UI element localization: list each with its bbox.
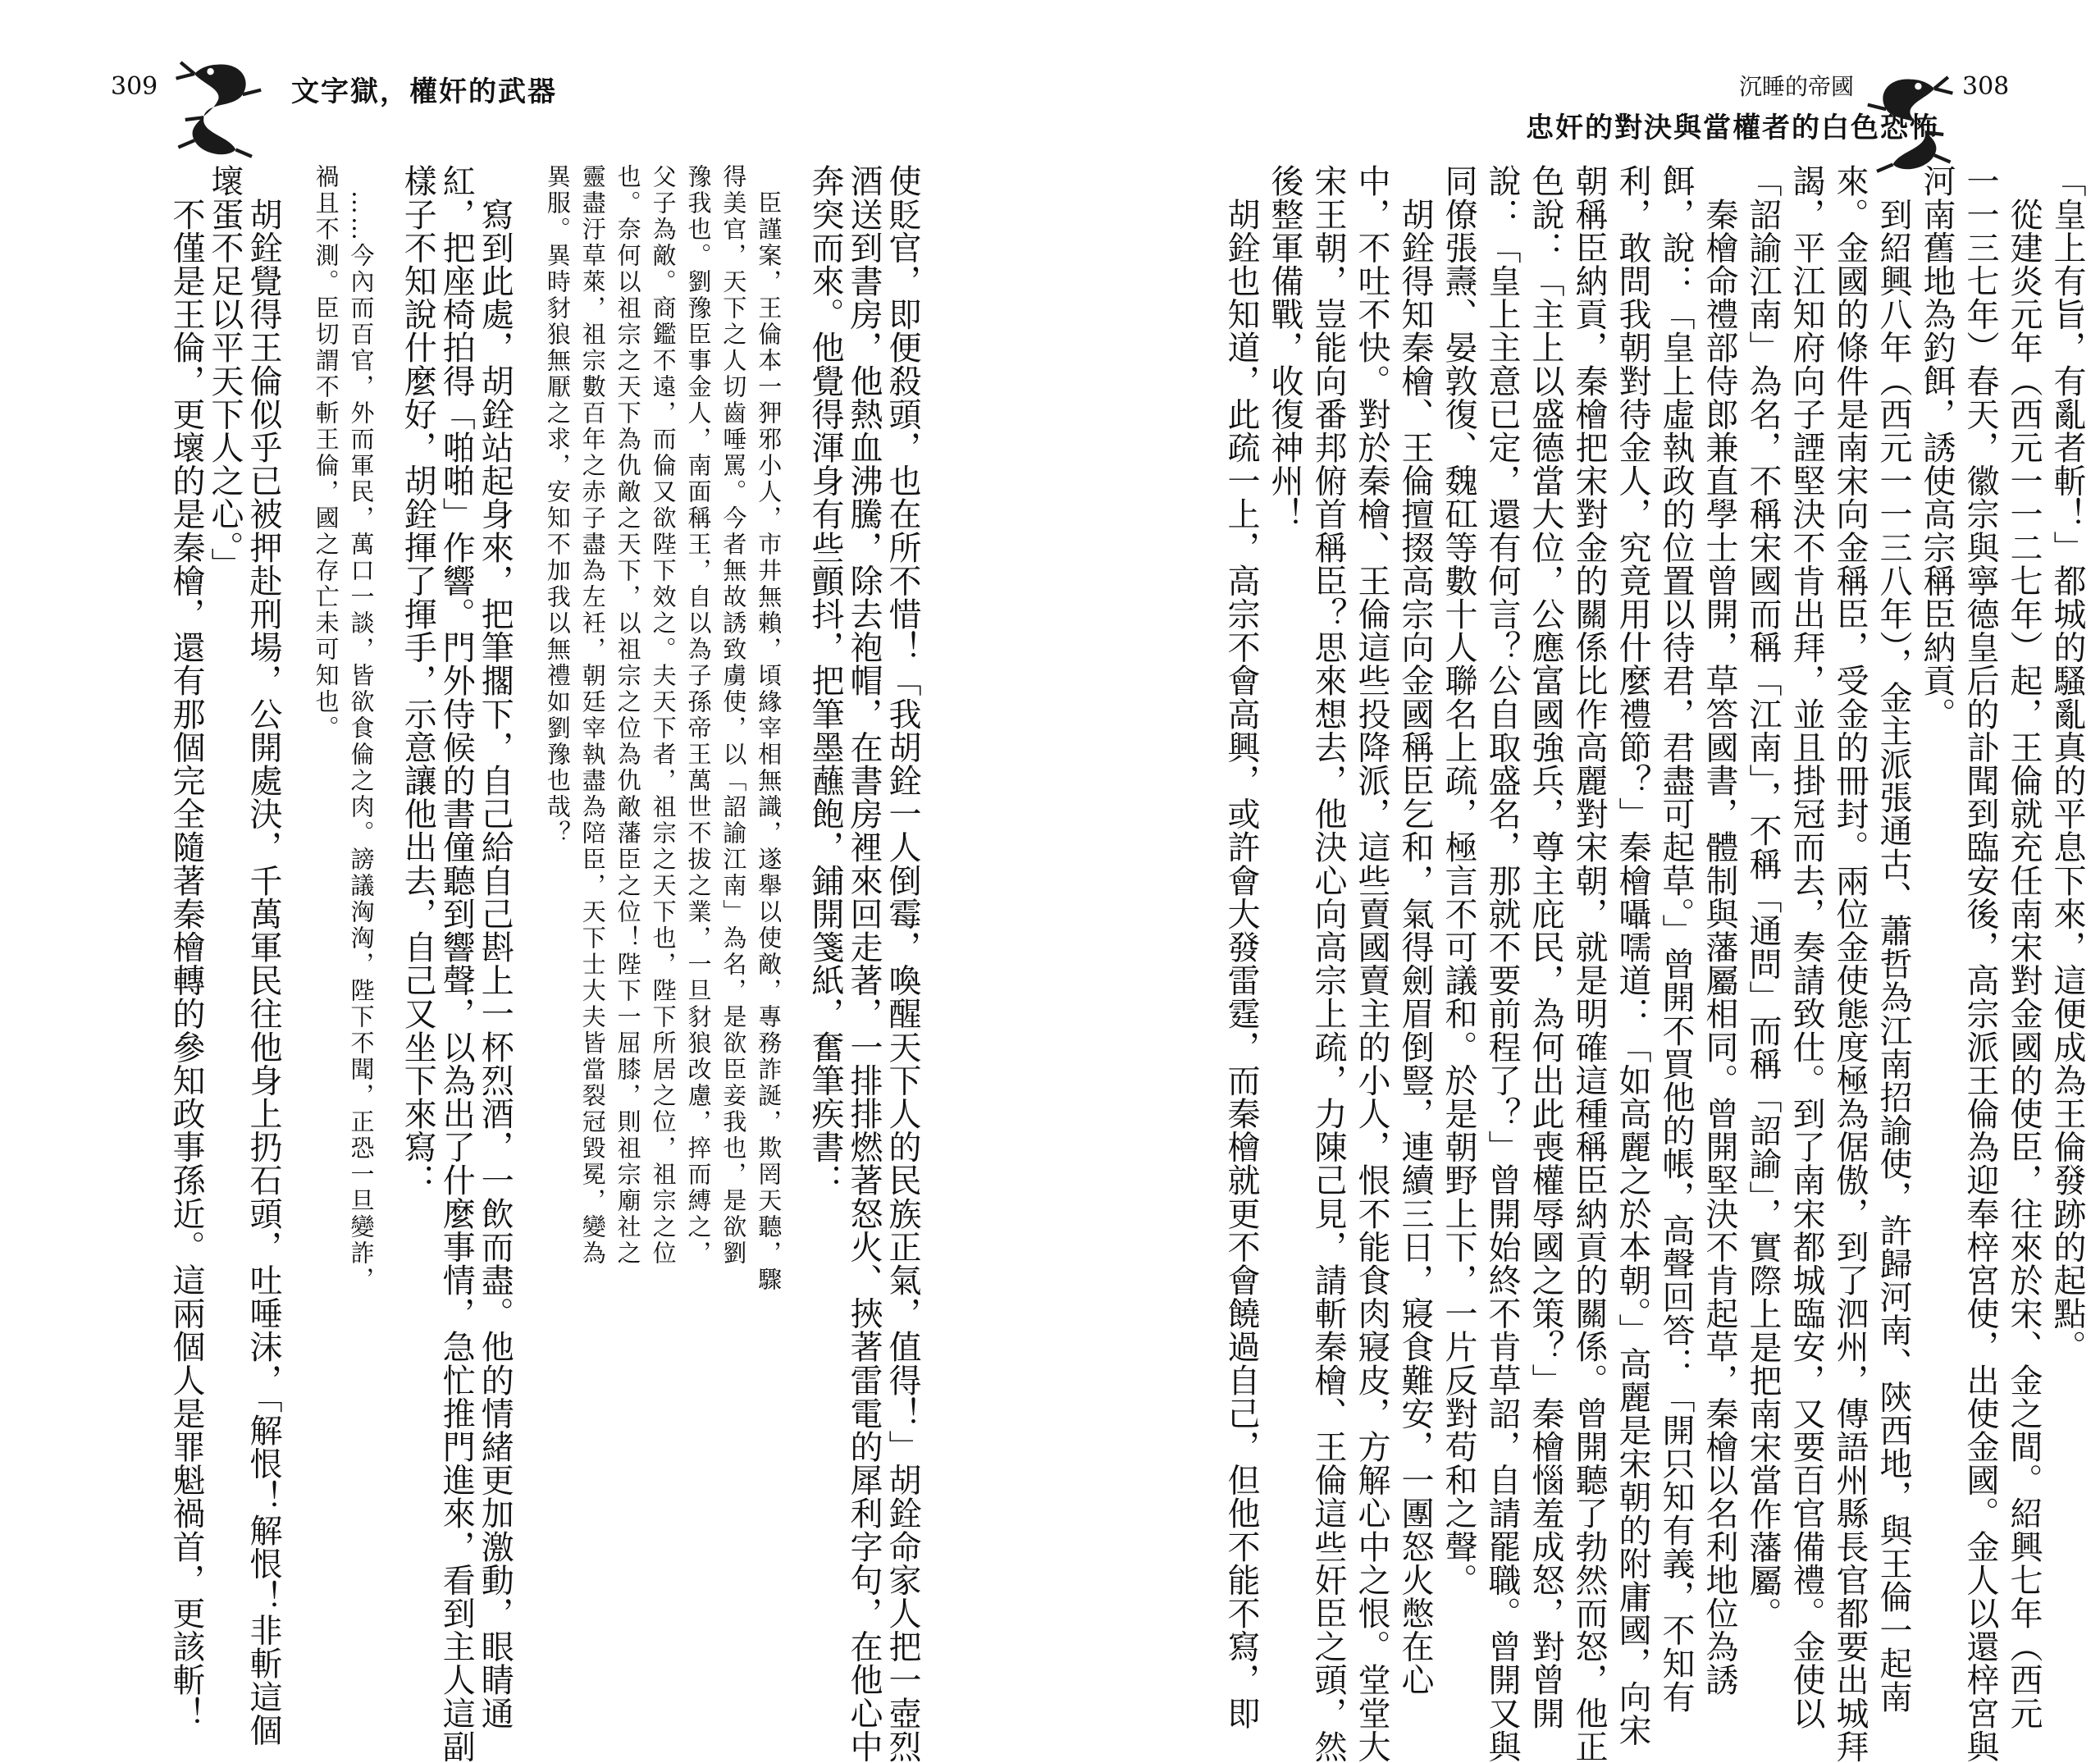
memorial-quote-line: 父子為敵。商鑑不遠，而倫又欲陛下效之。夫天下者，祖宗之天下也，陛下所居之位，祖宗之位 (649, 164, 678, 1267)
left-page-body (164, 164, 921, 1763)
text-column: 不僅是王倫，更壞的是秦檜，還有那個完全隨著秦檜轉的參知政事孫近。這兩個人是罪魁禍首，更該斬！ (167, 164, 205, 1730)
memorial-quote-line: 臣謹案，王倫本一狎邪小人，市井無賴，頃緣宰相無識，遂舉以使敵，專務詐誕，欺罔天聽，驟 (755, 164, 783, 1293)
memorial-quote-line: 異服。異時豺狼無厭之求，安知不加我以無禮如劉豫也哉？ (543, 164, 572, 847)
book-title: 沉睡的帝國 (1739, 73, 1855, 100)
left-page-number: 309 (111, 72, 158, 101)
column-gap (379, 164, 396, 1362)
memorial-quote-line: ……今內而百官，外而軍民，萬口一談，皆欲食倫之肉。謗議洶洶，陛下不聞，正恐一旦變詐， (347, 164, 376, 1293)
text-column: 從建炎元年（西元一一二七年）起，王倫就充任南宋對金國的使臣，往來於宋、金之間。紹興七年（西元 (2005, 164, 2043, 1730)
text-column: 胡銓也知道，此疏一上，高宗不會高興，或許會大發雷霆，而秦檜就更不會饒過自己，但他不能不寫，即 (1222, 164, 1260, 1730)
text-column: 「皇上有旨，有亂者斬！」都城的騷亂真的平息下來，這便成為王倫發跡的起點。 (2048, 164, 2086, 1363)
text-column: 紅，把座椅拍得「啪啪」作響。門外侍候的書僮聽到響聲，以為出了什麼事情，急忙推門進來，看到主人這副 (437, 164, 476, 1763)
text-column: 宋王朝，豈能向番邦俯首稱臣？思來想去，他決心向高宗上疏，力陳己見，請斬秦檜、王倫這些奸臣之頭，然 (1309, 164, 1347, 1763)
column-gap (517, 164, 534, 1362)
text-column: 中，不吐不快。對於秦檜、王倫這些投降派，這些賣國賣主的小人，恨不能食肉寢皮，方解心中之恨。堂堂大 (1353, 164, 1390, 1763)
text-column: 來。金國的條件是南宋向金稱臣，受金的冊封。兩位金使態度極為倨傲，到了泗州，傳語州縣長官都要出城拜 (1831, 164, 1869, 1763)
dragon-ornament-icon (160, 51, 275, 166)
text-column: 說：「皇上主意已定，還有何言？公自取盛名，那就不要前程了？」曾開始終不肯草詔，自請罷職。曾開又與 (1483, 164, 1521, 1763)
memorial-quote-line: 豫我也。劉豫臣事金人，南面稱王，自以為子孫帝王萬世不拔之業，一旦豺狼改慮，捽而縛之， (684, 164, 713, 1267)
left-running-title: 文字獄，權奸的武器 (291, 75, 557, 108)
text-column: 寫到此處，胡銓站起身來，把筆擱下，自己給自己斟上一杯烈酒，一飲而盡。他的情緒更加激動，眼睛通 (476, 164, 514, 1730)
column-gap (285, 164, 303, 1362)
text-column: 胡銓得知秦檜、王倫擅掇高宗向金國稱臣乞和，氣得劍眉倒豎，連續三日，寢食難安，一團怒火憋在心 (1396, 164, 1434, 1697)
text-column: 壞蛋不足以平天下人之心。」 (205, 164, 244, 581)
text-column: 餌，說：「皇上虛執政的位置以待君，君盡可起草。」曾開不買他的帳，高聲回答：「開只知有義，不知有 (1657, 164, 1695, 1714)
text-column: 「詔諭江南」為名，不稱宋國而稱「江南」，不稱「通問」而稱「詔諭」，實際上是把南宋當作藩屬。 (1744, 164, 1782, 1630)
text-column: 利，敢問我朝對待金人，究竟用什麼禮節？」秦檜囁嚅道：「如高麗之於本朝。」高麗是宋朝的附庸國，向宋 (1614, 164, 1651, 1747)
text-column: 到紹興八年（西元一一三八年），金主派張通古、蕭哲為江南招諭使，許歸河南、陝西地，與王倫一起南 (1874, 164, 1912, 1714)
text-column: 使貶官，即便殺頭，也在所不惜！「我胡銓一人倒霉，喚醒天下人的民族正氣，值得！」胡銓命家人把一壺烈 (883, 164, 921, 1763)
text-column: 同僚張燾、晏敦復、魏矼等數十人聯名上疏，極言不可議和。於是朝野上下，一片反對苟和之聲。 (1440, 164, 1477, 1596)
dragon-ornament-icon (1854, 66, 1969, 180)
text-column: 後整軍備戰，收復神州！ (1266, 164, 1303, 531)
text-column: 秦檜命禮部侍郎兼直學士曾開，草答國書，體制與藩屬相同。曾開堅決不肯起草，秦檜以名利地位為誘 (1701, 164, 1738, 1697)
column-gap (786, 164, 803, 1362)
memorial-quote-line: 也。奈何以祖宗之天下為仇敵之天下，以祖宗之位為仇敵藩臣之位！陛下一屈膝，則祖宗廟社之 (614, 164, 642, 1267)
right-running-title: 忠奸的對決與當權者的白色恐怖 (1526, 112, 1939, 144)
text-column: 謁，平江知府向子諲堅決不肯出拜，並且掛冠而去，奏請致仕。到了南宋都城臨安，又要百官備禮。金使以 (1787, 164, 1825, 1730)
text-column: 胡銓覺得王倫似乎已被押赴刑場，公開處決，千萬軍民往他身上扔石頭，吐唾沫，「解恨！解恨！非斬這個 (244, 164, 282, 1747)
text-column: 奔突而來。他覺得渾身有些顫抖，把筆墨蘸飽，鋪開箋紙，奮筆疾書： (806, 164, 844, 1197)
text-column: 一一三七年）春天，徽宗與寧德皇后的訃聞到臨安後，高宗派王倫為迎奉梓宮使，出使金國。金人以還梓宮與 (1961, 164, 1999, 1763)
memorial-quote-line: 靈盡汙草萊，祖宗數百年之赤子盡為左衽，朝廷宰執盡為陪臣，天下士大夫皆當裂冠毀冕，變為 (578, 164, 607, 1267)
text-column: 酒送到書房，他熱血沸騰，除去袍帽，在書房裡來回走著，一排排燃著怒火、挾著雷電的犀利字句，在他心中 (845, 164, 883, 1763)
right-page-body (1214, 164, 2086, 1763)
text-column: 樣子不知說什麼好，胡銓揮了揮手，示意讓他出去，自己又坐下來寫： (399, 164, 437, 1197)
right-page-number: 308 (1962, 72, 2010, 101)
text-column: 河南舊地為釣餌，誘使高宗稱臣納貢。 (1918, 164, 1956, 731)
text-column: 色說：「主上以盛德當大位，公應富國強兵，尊主庇民，為何出此喪權辱國之策？」秦檜惱羞成怒，對曾開 (1527, 164, 1564, 1730)
text-column: 朝稱臣納貢，秦檜把宋對金的關係比作高麗對宋朝，就是明確這種稱臣納貢的關係。曾開聽了勃然而怒，他正 (1570, 164, 1608, 1763)
memorial-quote-line: 得美官，天下之人切齒唾罵。今者無故誘致虜使，以「詔諭江南」為名，是欲臣妾我也，是欲劉 (719, 164, 748, 1267)
memorial-quote-line: 禍且不測。臣切謂不斬王倫，國之存亡未可知也。 (312, 164, 340, 742)
